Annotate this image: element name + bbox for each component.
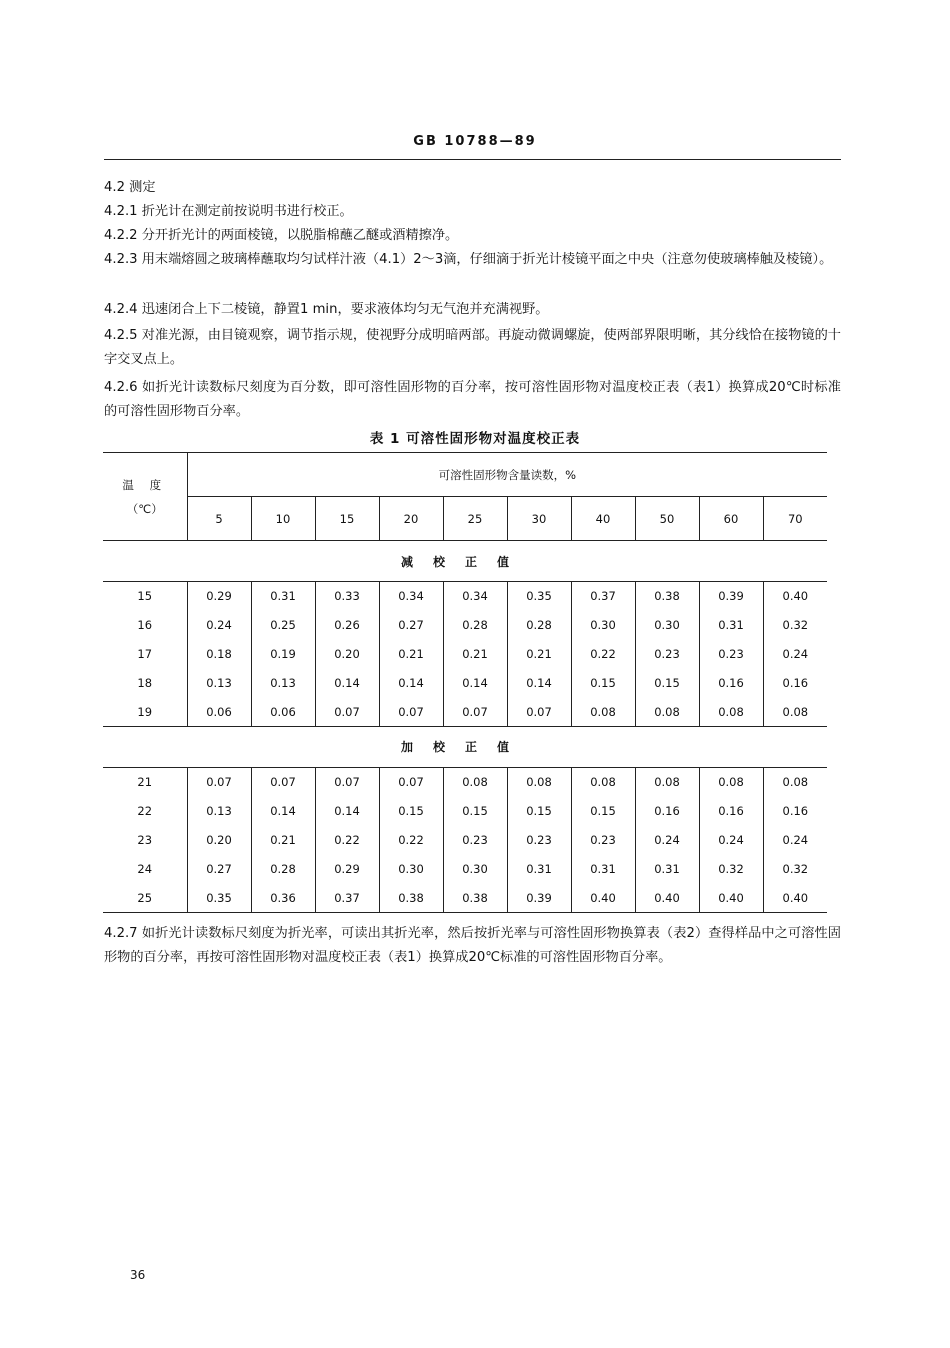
temperature-label: 温 度 (122, 477, 168, 492)
value-cell: 0.15 (507, 797, 571, 826)
value-cell: 0.14 (379, 668, 443, 697)
temperature-header-cell (103, 453, 187, 541)
value-cell: 0.23 (699, 640, 763, 669)
value-cell: 0.40 (571, 883, 635, 912)
value-cell: 0.07 (507, 697, 571, 726)
paragraph-4-2-2: 4.2.2 分开折光计的两面棱镜，以脱脂棉蘸乙醚或酒精擦净。 (104, 228, 459, 243)
value-cell: 0.37 (315, 883, 379, 912)
value-cell: 0.15 (379, 797, 443, 826)
paragraph-4-2-3: 4.2.3 用末端熔圆之玻璃棒蘸取均匀试样汁液（4.1）2～3滴，仔细滴于折光计棱镜平面之中央（注意勿使玻璃棒触及棱镜）。 (104, 252, 833, 267)
value-cell: 0.40 (699, 883, 763, 912)
value-cell: 0.31 (699, 611, 763, 640)
value-cell: 0.35 (187, 883, 251, 912)
soluble-solids-group-header: 可溶性固形物含量读数，% (187, 453, 827, 497)
value-cell: 0.08 (763, 697, 827, 726)
table-row (103, 668, 827, 697)
value-cell: 0.16 (763, 668, 827, 697)
value-cell: 0.15 (571, 797, 635, 826)
value-cell: 0.39 (507, 883, 571, 912)
temperature-cell: 24 (137, 861, 153, 876)
value-cell: 0.34 (443, 582, 507, 611)
value-cell: 0.19 (251, 640, 315, 669)
paragraph-4-2-7: 4.2.7 如折光计读数标尺刻度为折光率，可读出其折光率，然后按折光率与可溶性固形物换算表（表2）查得样品中之可溶性固形物的百分率，再按可溶性固形物对温度校正表（表1）换算成20℃标准的可溶性固形物百分率。 (104, 926, 841, 965)
value-cell: 0.06 (251, 697, 315, 726)
value-cell: 0.38 (379, 883, 443, 912)
section-title: 加校正值 (401, 740, 530, 755)
value-cell: 0.31 (571, 854, 635, 883)
value-cell: 0.29 (187, 582, 251, 611)
value-cell: 0.08 (635, 767, 699, 796)
value-cell: 0.31 (635, 854, 699, 883)
value-cell: 0.34 (379, 582, 443, 611)
table-row (103, 582, 827, 611)
standard-number-header: GB 10788—89 (413, 134, 537, 149)
value-cell: 0.08 (699, 767, 763, 796)
value-cell: 0.15 (443, 797, 507, 826)
value-cell: 0.30 (443, 854, 507, 883)
value-cell: 0.38 (635, 582, 699, 611)
value-cell: 0.24 (763, 640, 827, 669)
value-cell: 0.21 (251, 826, 315, 855)
value-cell: 0.16 (699, 797, 763, 826)
value-cell: 0.14 (315, 668, 379, 697)
value-cell: 0.32 (699, 854, 763, 883)
value-cell: 0.08 (635, 697, 699, 726)
value-cell: 0.22 (315, 826, 379, 855)
value-cell: 0.30 (571, 611, 635, 640)
value-cell: 0.13 (251, 668, 315, 697)
value-cell: 0.14 (507, 668, 571, 697)
value-cell: 0.26 (315, 611, 379, 640)
value-cell: 0.24 (635, 826, 699, 855)
section-title: 减校正值 (401, 554, 530, 569)
value-cell: 0.33 (315, 582, 379, 611)
paragraph-4-2-6: 4.2.6 如折光计读数标尺刻度为百分数，即可溶性固形物的百分率，按可溶性固形物对温度校正表（表1）换算成20℃时标准的可溶性固形物百分率。 (104, 380, 841, 419)
value-cell: 0.07 (251, 767, 315, 796)
section-heading: 4.2 测定 (104, 180, 156, 195)
paragraph-4-2-1: 4.2.1 折光计在测定前按说明书进行校正。 (104, 204, 353, 219)
temperature-cell: 17 (137, 646, 153, 661)
value-cell: 0.22 (379, 826, 443, 855)
value-cell: 0.36 (251, 883, 315, 912)
table-row (103, 611, 827, 640)
value-cell: 0.28 (251, 854, 315, 883)
temperature-cell: 25 (137, 890, 153, 905)
column-header: 10 (251, 497, 315, 541)
value-cell: 0.07 (379, 767, 443, 796)
value-cell: 0.30 (379, 854, 443, 883)
value-cell: 0.08 (507, 767, 571, 796)
value-cell: 0.27 (379, 611, 443, 640)
value-cell: 0.18 (187, 640, 251, 669)
value-cell: 0.07 (379, 697, 443, 726)
value-cell: 0.07 (443, 697, 507, 726)
table-row (103, 697, 827, 726)
value-cell: 0.20 (315, 640, 379, 669)
value-cell: 0.24 (763, 826, 827, 855)
value-cell: 0.23 (635, 640, 699, 669)
paragraph-4-2-4: 4.2.4 迅速闭合上下二棱镜，静置1 min，要求液体均匀无气泡并充满视野。 (104, 302, 549, 317)
value-cell: 0.16 (635, 797, 699, 826)
page-number: 36 (130, 1268, 146, 1282)
table-row (103, 797, 827, 826)
temperature-cell: 22 (137, 804, 153, 819)
temperature-cell: 15 (137, 589, 153, 604)
value-cell: 0.25 (251, 611, 315, 640)
value-cell: 0.14 (251, 797, 315, 826)
table-row (103, 826, 827, 855)
value-cell: 0.21 (443, 640, 507, 669)
value-cell: 0.08 (763, 767, 827, 796)
value-cell: 0.08 (699, 697, 763, 726)
value-cell: 0.13 (187, 797, 251, 826)
value-cell: 0.07 (187, 767, 251, 796)
value-cell: 0.21 (379, 640, 443, 669)
value-cell: 0.24 (187, 611, 251, 640)
value-cell: 0.22 (571, 640, 635, 669)
temperature-cell: 18 (137, 675, 153, 690)
value-cell: 0.40 (635, 883, 699, 912)
column-header: 70 (763, 497, 827, 541)
value-cell: 0.27 (187, 854, 251, 883)
paragraph-4-2-5: 4.2.5 对准光源，由目镜观察，调节指示规，使视野分成明暗两部。再旋动微调螺旋，使两部界限明晰，其分线恰在接物镜的十字交叉点上。 (104, 328, 841, 367)
value-cell: 0.06 (187, 697, 251, 726)
column-header: 20 (379, 497, 443, 541)
value-cell: 0.08 (571, 697, 635, 726)
value-cell: 0.40 (763, 582, 827, 611)
value-cell: 0.20 (187, 826, 251, 855)
column-header: 30 (507, 497, 571, 541)
value-cell: 0.24 (699, 826, 763, 855)
value-cell: 0.40 (763, 883, 827, 912)
table-row (103, 854, 827, 883)
table-row (103, 883, 827, 912)
header-rule (104, 159, 841, 160)
temperature-cell: 21 (137, 775, 153, 790)
value-cell: 0.39 (699, 582, 763, 611)
value-cell: 0.23 (443, 826, 507, 855)
column-header: 50 (635, 497, 699, 541)
value-cell: 0.07 (315, 697, 379, 726)
value-cell: 0.15 (571, 668, 635, 697)
temperature-correction-table (103, 452, 827, 913)
value-cell: 0.21 (507, 640, 571, 669)
column-header: 15 (315, 497, 379, 541)
value-cell: 0.16 (763, 797, 827, 826)
value-cell: 0.38 (443, 883, 507, 912)
column-header: 5 (187, 497, 251, 541)
value-cell: 0.28 (507, 611, 571, 640)
value-cell: 0.31 (507, 854, 571, 883)
value-cell: 0.14 (443, 668, 507, 697)
temperature-cell: 16 (137, 618, 153, 633)
value-cell: 0.35 (507, 582, 571, 611)
table-row (103, 767, 827, 796)
value-cell: 0.15 (635, 668, 699, 697)
value-cell: 0.28 (443, 611, 507, 640)
value-cell: 0.37 (571, 582, 635, 611)
value-cell: 0.31 (251, 582, 315, 611)
value-cell: 0.29 (315, 854, 379, 883)
column-header: 60 (699, 497, 763, 541)
value-cell: 0.07 (315, 767, 379, 796)
column-header: 40 (571, 497, 635, 541)
value-cell: 0.08 (571, 767, 635, 796)
value-cell: 0.23 (507, 826, 571, 855)
table-caption: 表 1 可溶性固形物对温度校正表 (369, 431, 581, 447)
value-cell: 0.08 (443, 767, 507, 796)
column-header: 25 (443, 497, 507, 541)
table-row (103, 640, 827, 669)
value-cell: 0.32 (763, 611, 827, 640)
temperature-cell: 23 (137, 832, 153, 847)
value-cell: 0.30 (635, 611, 699, 640)
value-cell: 0.23 (571, 826, 635, 855)
temperature-unit: （℃） (126, 501, 163, 516)
value-cell: 0.16 (699, 668, 763, 697)
temperature-cell: 19 (137, 704, 153, 719)
value-cell: 0.14 (315, 797, 379, 826)
value-cell: 0.13 (187, 668, 251, 697)
value-cell: 0.32 (763, 854, 827, 883)
